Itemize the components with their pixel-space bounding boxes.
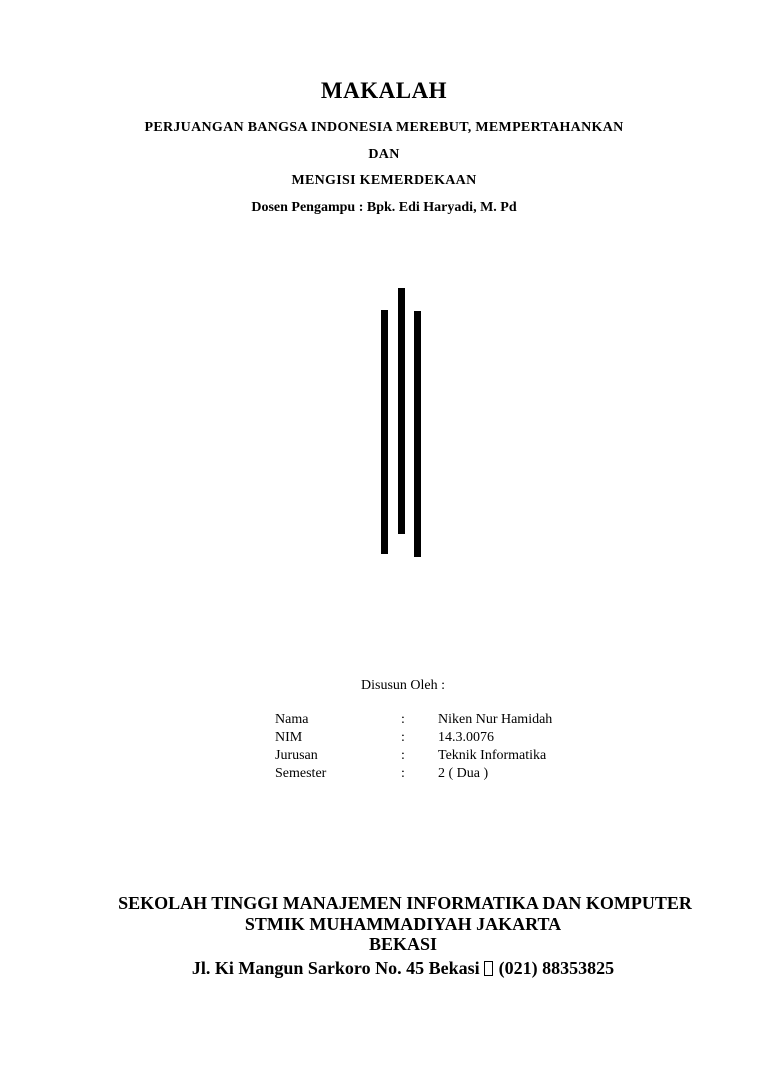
author-value: Teknik Informatika — [438, 748, 547, 763]
author-row-major — [275, 747, 638, 765]
subtitle-line-3: MENGISI KEMERDEKAAN — [291, 173, 477, 188]
emblem-bar-center — [398, 288, 405, 534]
author-colon: : — [401, 766, 405, 781]
author-label: Jurusan — [275, 748, 318, 763]
institution-city: BEKASI — [368, 934, 438, 954]
lecturer-line: Dosen Pengampu : Bpk. Edi Haryadi, M. Pd — [251, 200, 517, 215]
institution-phone: (021) 88353825 — [498, 958, 615, 978]
author-row-name — [275, 711, 638, 729]
document-title: MAKALAH — [320, 78, 448, 103]
subtitle-line-2: DAN — [368, 147, 400, 162]
emblem-bar-left — [381, 310, 388, 554]
author-label: Nama — [275, 712, 309, 727]
author-info-table — [275, 711, 638, 783]
institution-name: SEKOLAH TINGGI MANAJEMEN INFORMATIKA DAN KOMPUTER — [118, 893, 692, 913]
compiled-by-label: Disusun Oleh : — [361, 678, 445, 693]
author-value: 2 ( Dua ) — [438, 766, 489, 781]
author-label: NIM — [275, 730, 303, 745]
author-colon: : — [401, 712, 405, 727]
author-label: Semester — [275, 766, 327, 781]
author-value: Niken Nur Hamidah — [438, 712, 553, 727]
author-value: 14.3.0076 — [438, 730, 494, 745]
institution-address: Jl. Ki Mangun Sarkoro No. 45 Bekasi — [191, 958, 480, 978]
author-colon: : — [401, 730, 405, 745]
author-row-nim — [275, 729, 638, 747]
emblem-bar-right — [414, 311, 421, 557]
institution-contact-line — [0, 958, 768, 979]
author-row-semester — [275, 765, 638, 783]
institution-short-name: STMIK MUHAMMADIYAH JAKARTA — [244, 914, 562, 934]
author-colon: : — [401, 748, 405, 763]
subtitle-line-1: PERJUANGAN BANGSA INDONESIA MEREBUT, MEMPERTAHANKAN — [144, 120, 624, 135]
emblem-logo-icon — [376, 286, 426, 558]
phone-icon — [484, 961, 493, 976]
